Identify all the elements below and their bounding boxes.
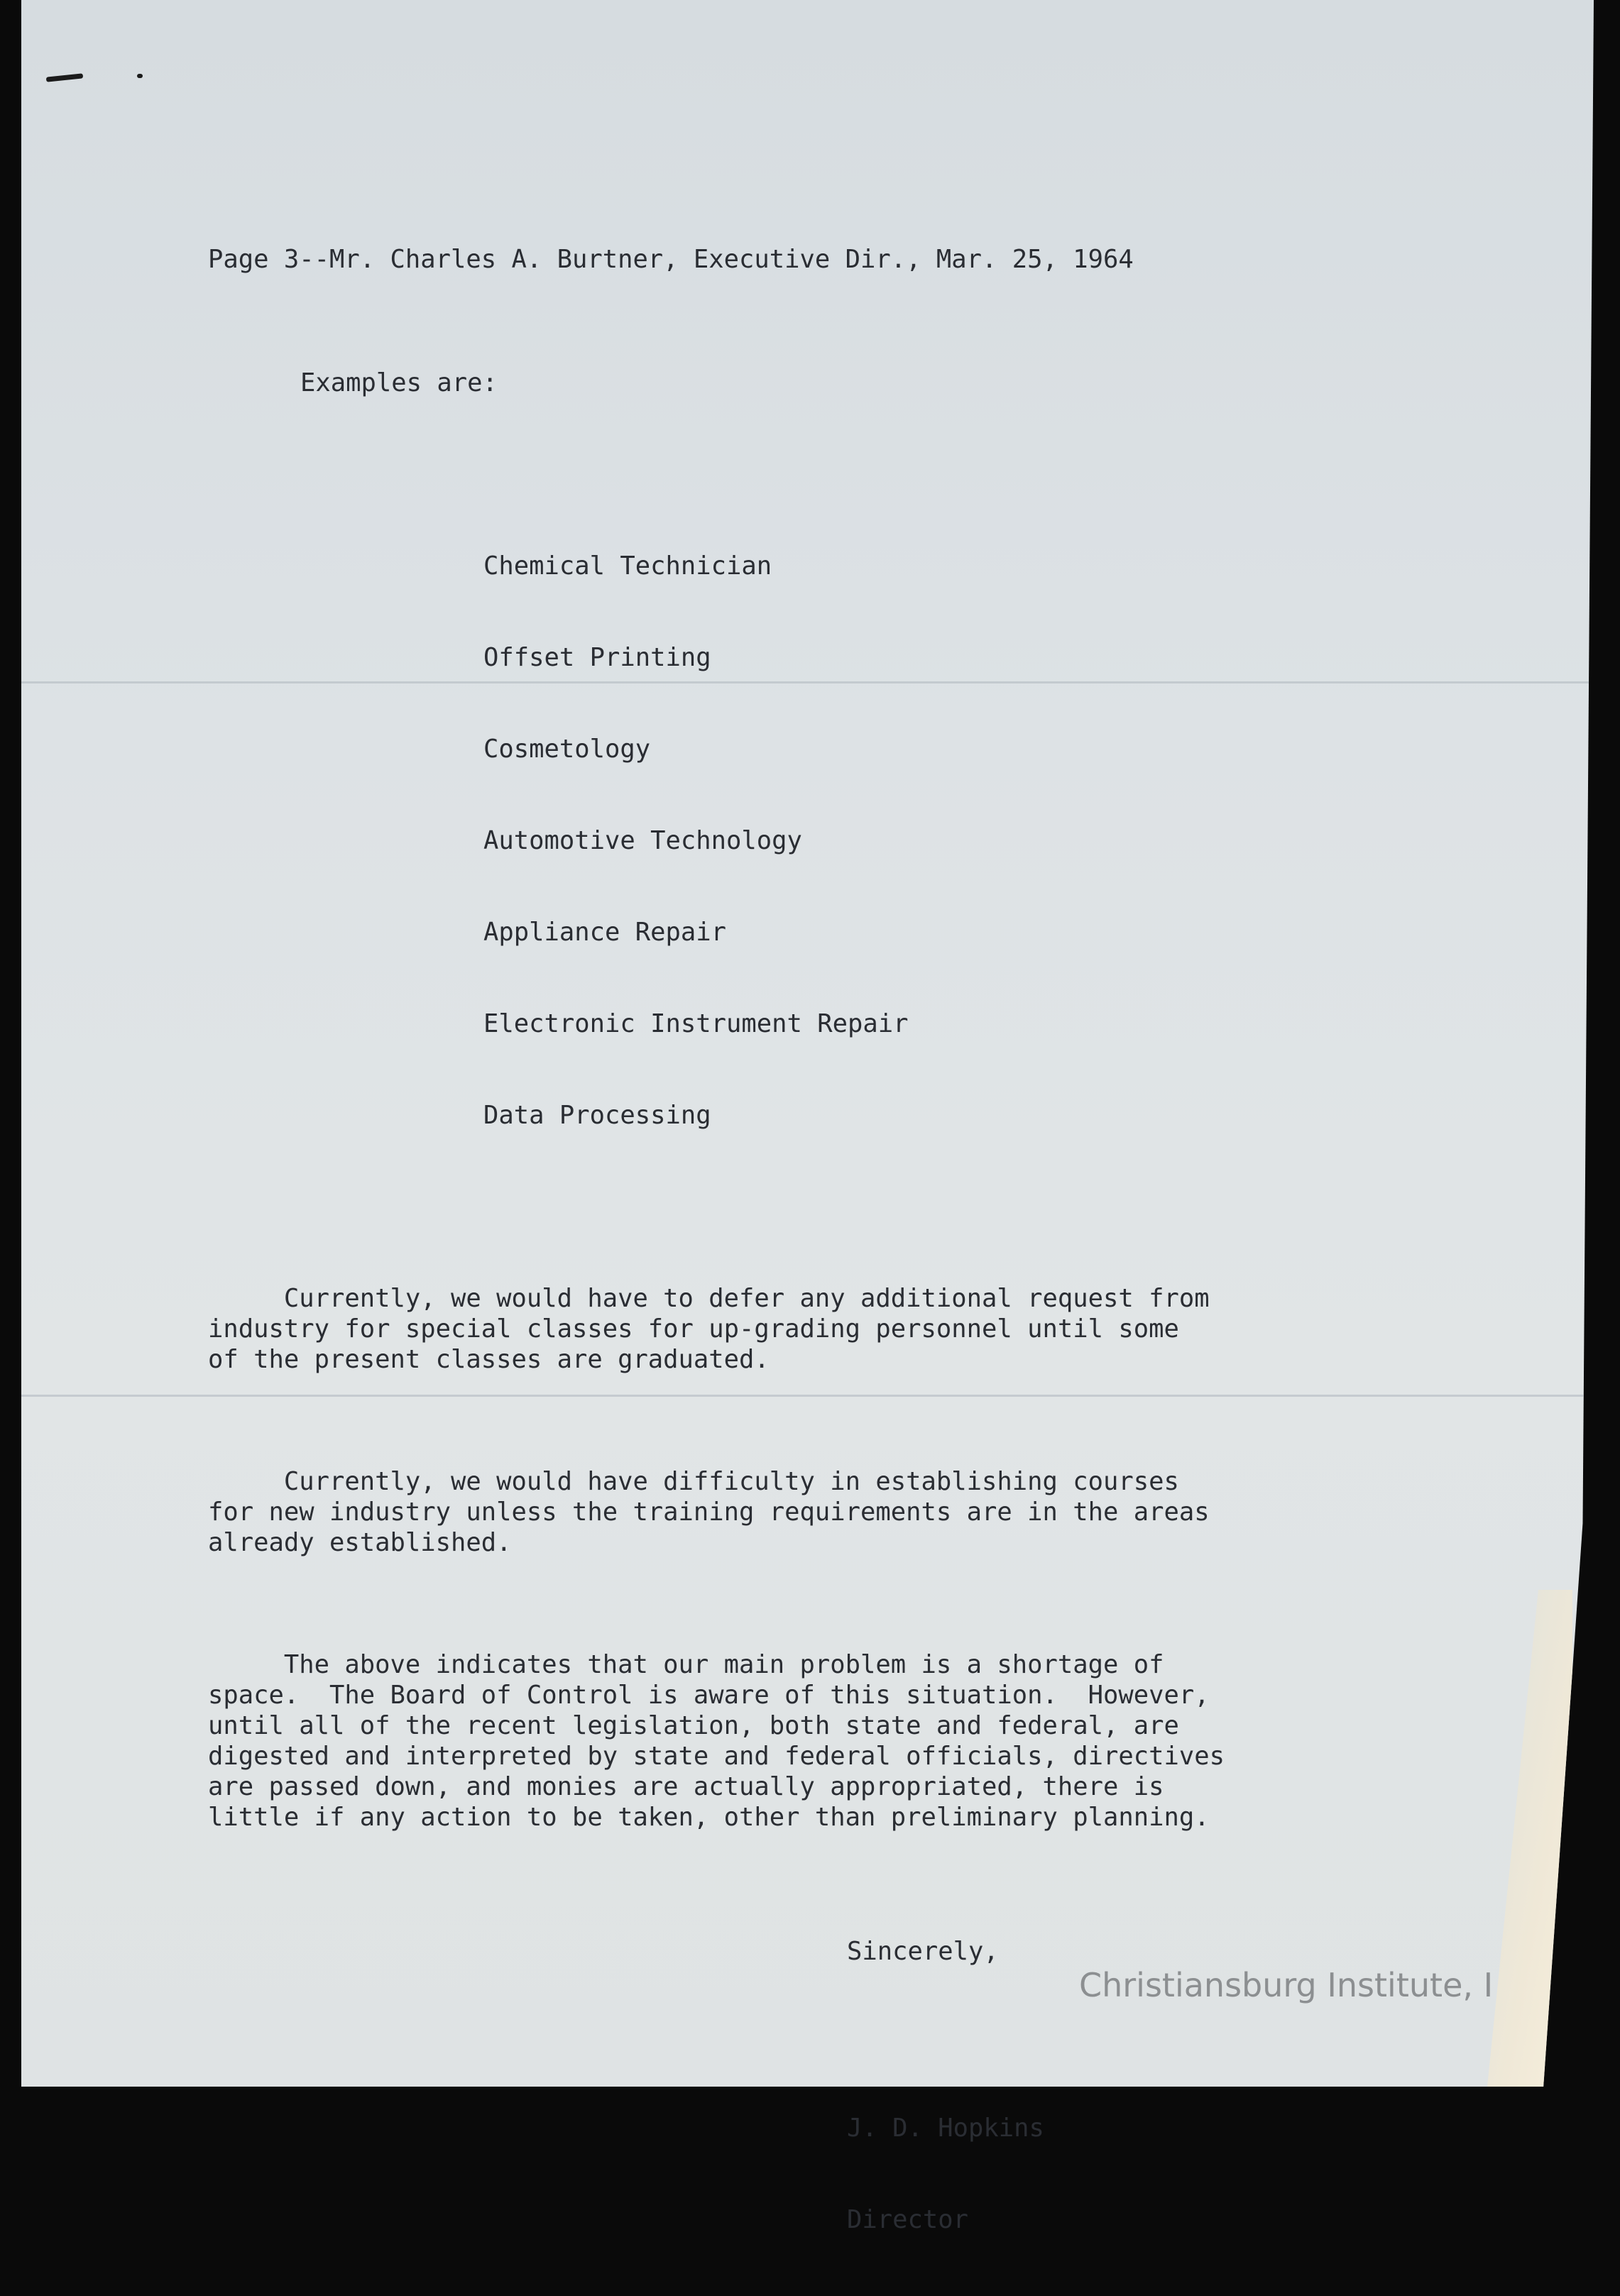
signer-title: Director — [847, 2205, 968, 2234]
examples-intro: Examples are: — [300, 368, 498, 397]
list-item: Electronic Instrument Repair — [483, 1009, 909, 1038]
list-item: Data Processing — [483, 1101, 711, 1130]
list-item: Offset Printing — [483, 643, 711, 672]
list-item: Appliance Repair — [483, 918, 726, 947]
page-curl — [1487, 1590, 1572, 2087]
list-item: Chemical Technician — [483, 551, 772, 581]
page-header: Page 3--Mr. Charles A. Burtner, Executive Dir., Mar. 25, 1964 — [208, 245, 1134, 274]
examples-list — [208, 490, 1472, 1192]
ink-marks — [46, 71, 153, 85]
paragraph-space-shortage: The above indicates that our main problem is a shortage of space. The Board of Control is aware of this situation. However, until all of the recent legislation, both state and federal, are digested and interpreted by state and federal officials, directives are passed down, and monies are actually appropriated, there is little if any action to be taken, other than preliminary planning. — [208, 1650, 1225, 1832]
collection-watermark: Christiansburg Institute, I — [1079, 1966, 1494, 2004]
paragraph-deferral: Currently, we would have to defer any additional request from industry for special classes for up-grading personnel until some of the present classes are graduated. — [208, 1284, 1210, 1374]
signer-name: J. D. Hopkins — [847, 2114, 1044, 2143]
list-item: Cosmetology — [483, 735, 651, 764]
paragraph-new-industry: Currently, we would have difficulty in establishing courses for new industry unless the training requirements are in the areas already established. — [208, 1467, 1210, 1557]
closing: Sincerely, — [847, 1937, 999, 1966]
list-item: Automotive Technology — [483, 826, 802, 855]
